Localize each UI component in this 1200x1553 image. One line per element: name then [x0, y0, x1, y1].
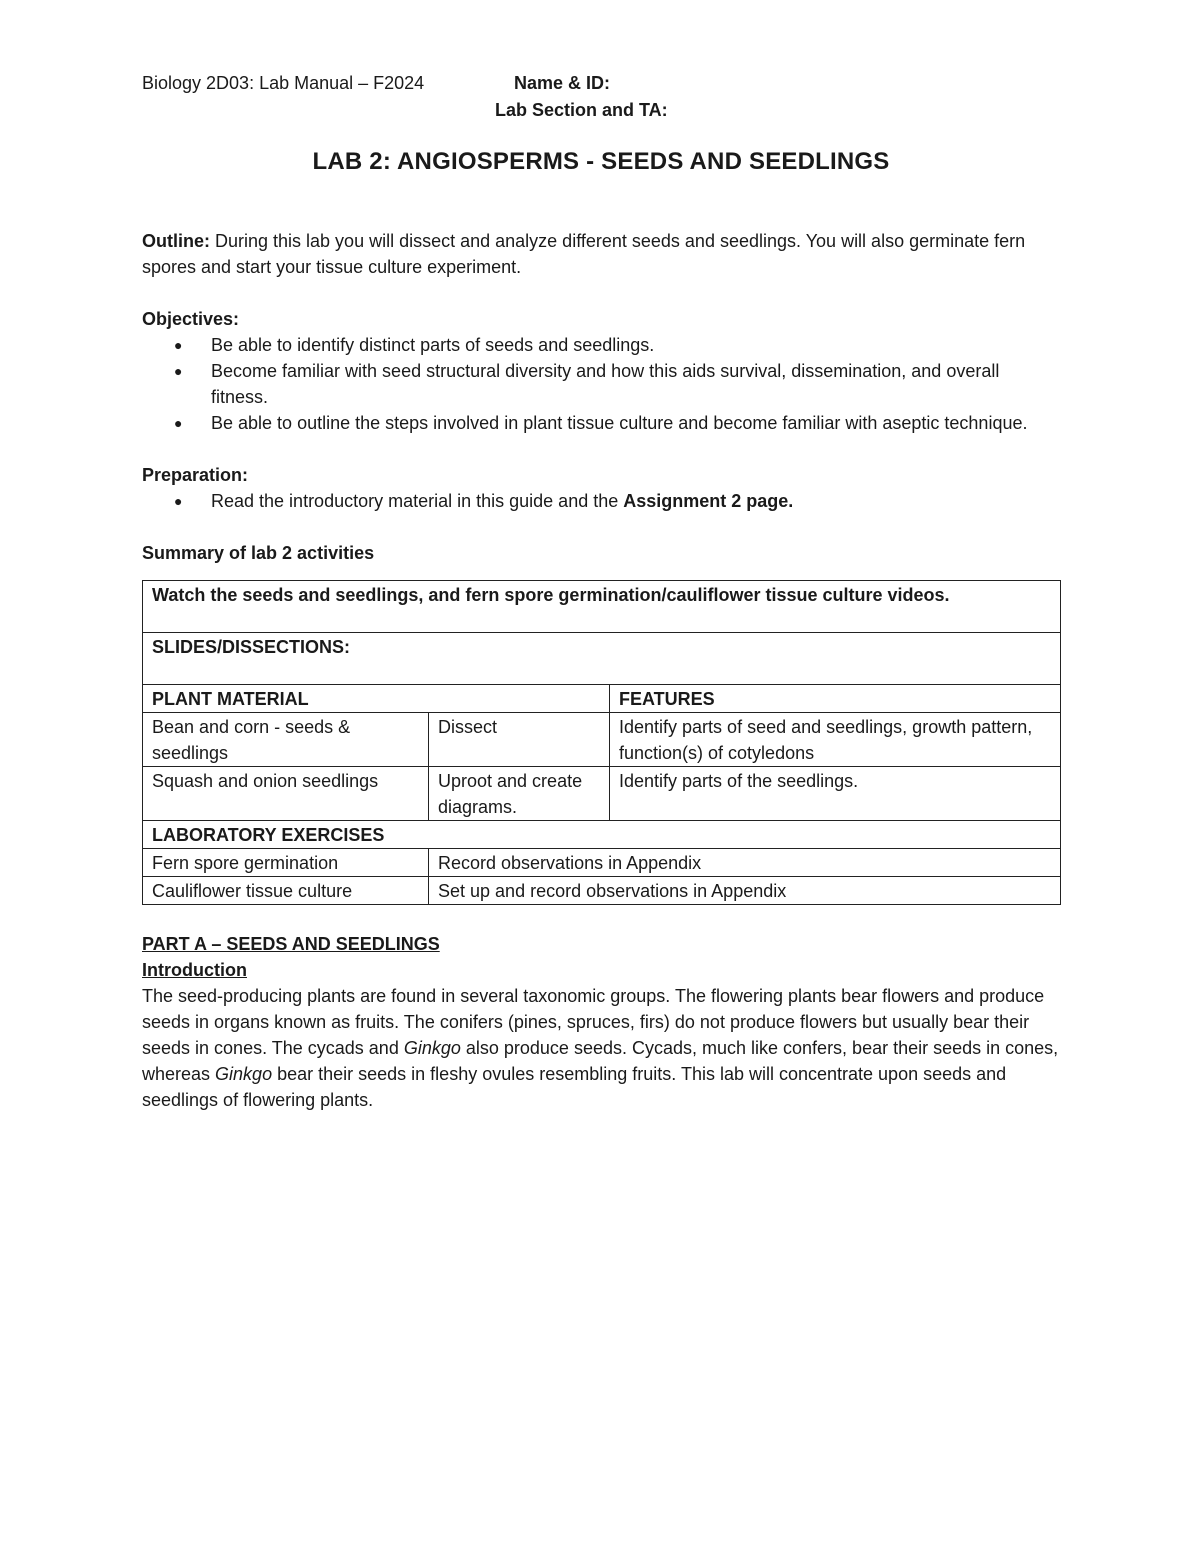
- introduction-paragraph: The seed-producing plants are found in several taxonomic groups. The flowering plants bear flowers and produce seeds in organs known as fruits. The conifers (pines, spruces, firs) do not produce flowers but usually bear their seeds in cones. The cycads and Ginkgo also produce seeds. Cycads, much like confers, bear their seeds in cones, whereas Ginkgo bear their seeds in fleshy ovules resembling fruits. This lab will concentrate upon seeds and seedlings of flowering plants.: [142, 986, 1059, 1110]
- table-row: [143, 767, 1061, 821]
- objectives-list: [142, 332, 1060, 436]
- bullet-icon: ●: [174, 493, 183, 509]
- introduction-section: [142, 957, 1060, 1113]
- page-header: [142, 70, 1060, 124]
- table-row: [143, 877, 1061, 905]
- document-page: [142, 70, 1060, 1113]
- list-item: ● Be able to outline the steps involved in plant tissue culture and become familiar with aseptic technique.: [142, 410, 1060, 436]
- outline-paragraph: [142, 228, 1060, 280]
- preparation-list: [142, 488, 1060, 514]
- slides-heading-cell: SLIDES/DISSECTIONS:: [143, 633, 1061, 685]
- bullet-icon: ●: [174, 337, 183, 353]
- assignment-reference: Assignment 2 page.: [623, 491, 794, 511]
- summary-table: [142, 580, 1061, 905]
- lab-title: LAB 2: ANGIOSPERMS - SEEDS AND SEEDLINGS: [312, 148, 890, 175]
- table-row: [143, 581, 1061, 633]
- table-row: [143, 713, 1061, 767]
- bullet-icon: ●: [174, 415, 183, 431]
- lab-section-field-label: Lab Section and TA:: [495, 100, 668, 120]
- features-header: FEATURES: [610, 685, 1061, 713]
- summary-heading: Summary of lab 2 activities: [142, 543, 375, 563]
- table-row: [143, 849, 1061, 877]
- list-item: ● Be able to identify distinct parts of seeds and seedlings.: [142, 332, 1060, 358]
- list-item: ● Read the introductory material in this guide and the Assignment 2 page.: [142, 488, 1060, 514]
- name-id-field-label: Name & ID:: [514, 73, 611, 93]
- preparation-heading: Preparation:: [142, 465, 249, 485]
- objectives-heading: Objectives:: [142, 309, 240, 329]
- table-cell: Bean and corn - seeds & seedlings: [143, 713, 429, 767]
- list-item: ● Become familiar with seed structural diversity and how this aids survival, dissemination, and overall fitness.: [142, 358, 1060, 410]
- table-cell: Record observations in Appendix: [429, 849, 1061, 877]
- table-cell: Identify parts of seed and seedlings, growth pattern, function(s) of cotyledons: [610, 713, 1061, 767]
- objectives-section: [142, 306, 1060, 436]
- plant-material-header: PLANT MATERIAL: [143, 685, 610, 713]
- outline-text: During this lab you will dissect and analyze different seeds and seedlings. You will also germinate fern spores and start your tissue culture experiment.: [142, 231, 1026, 277]
- table-row: [143, 633, 1061, 685]
- table-cell: Fern spore germination: [143, 849, 429, 877]
- videos-cell: Watch the seeds and seedlings, and fern spore germination/cauliflower tissue culture videos.: [143, 581, 1061, 633]
- part-a-heading: PART A – SEEDS AND SEEDLINGS: [142, 934, 440, 954]
- exercises-heading-cell: LABORATORY EXERCISES: [143, 821, 1061, 849]
- outline-label: Outline:: [142, 231, 210, 251]
- bullet-icon: ●: [174, 363, 183, 379]
- introduction-heading: Introduction: [142, 960, 247, 980]
- preparation-section: [142, 462, 1060, 514]
- table-row: [143, 685, 1061, 713]
- table-cell: Uproot and create diagrams.: [429, 767, 610, 821]
- table-row: [143, 821, 1061, 849]
- table-cell: Set up and record observations in Appendix: [429, 877, 1061, 905]
- table-cell: Identify parts of the seedlings.: [610, 767, 1061, 821]
- table-cell: Cauliflower tissue culture: [143, 877, 429, 905]
- table-cell: Squash and onion seedlings: [143, 767, 429, 821]
- course-title: Biology 2D03: Lab Manual – F2024: [142, 73, 425, 93]
- table-cell: Dissect: [429, 713, 610, 767]
